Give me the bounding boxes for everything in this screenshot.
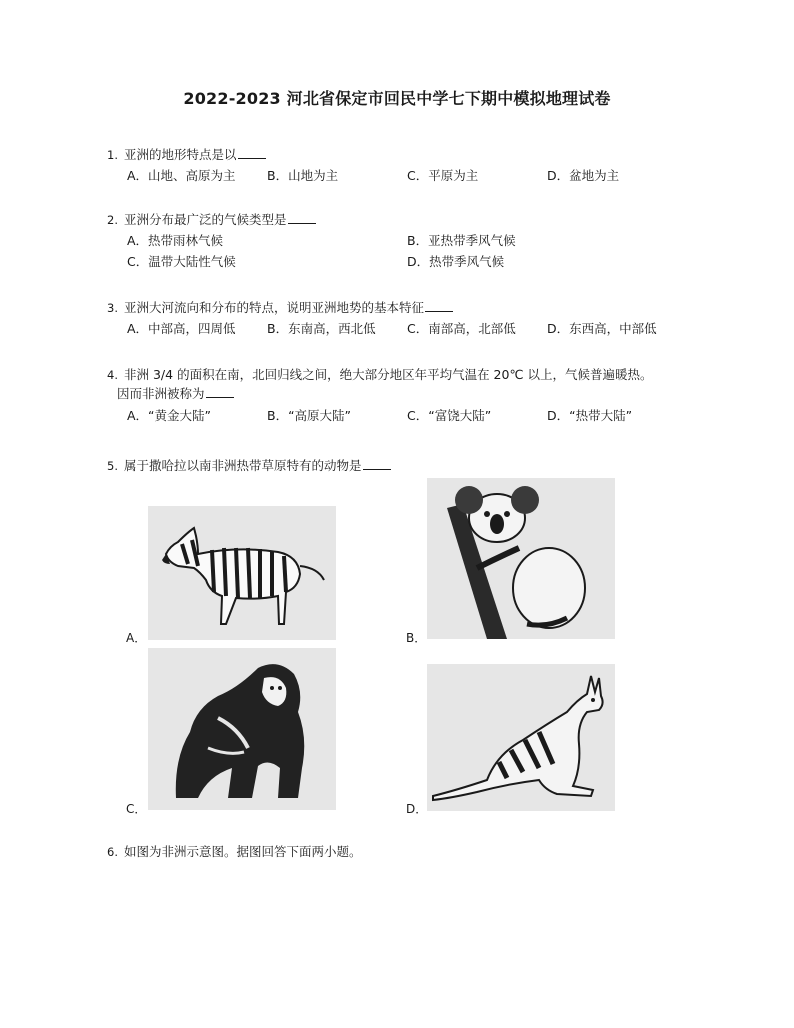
question-stem: 亚洲分布最广泛的气候类型是 [124, 212, 287, 227]
option-c: C．“富饶大陆” [407, 408, 492, 423]
answer-blank [425, 298, 453, 312]
question-stem-continued: 因而非洲被称为 [117, 386, 205, 401]
option-d: D．盆地为主 [547, 168, 620, 183]
question-stem: 如图为非洲示意图。据图回答下面两小题。 [124, 844, 362, 859]
koala-image [427, 478, 615, 639]
question-number: 1. [107, 148, 118, 162]
option-b: B．东南高，西北低 [267, 321, 376, 336]
question-4 [107, 366, 707, 424]
zebra-image [148, 506, 336, 640]
question-5 [107, 456, 707, 475]
option-d: D．热带季风气候 [407, 254, 505, 269]
option-b: B．“高原大陆” [267, 408, 352, 423]
question-2 [107, 210, 707, 271]
question-number: 3. [107, 301, 118, 315]
koala-illustration [427, 478, 615, 639]
question-number: 5. [107, 459, 118, 473]
question-stem: 属于撒哈拉以南非洲热带草原特有的动物是 [124, 458, 362, 473]
option-c: C．南部高，北部低 [407, 321, 516, 336]
option-a: A．山地、高原为主 [127, 168, 236, 183]
image-label-c: C． [126, 802, 147, 816]
option-a: A．中部高，四周低 [127, 321, 236, 336]
image-label-d: D． [406, 802, 428, 816]
zebra-illustration [148, 506, 336, 640]
page-title: 2022-2023 河北省保定市回民中学七下期中模拟地理试卷 [183, 89, 611, 108]
image-label-b: B． [406, 631, 427, 645]
option-a: A．热带雨林气候 [127, 233, 224, 248]
answer-blank [288, 210, 316, 224]
option-c: C．温带大陆性气候 [127, 254, 236, 269]
question-3 [107, 298, 707, 337]
question-number: 2. [107, 213, 118, 227]
question-number: 6. [107, 845, 118, 859]
kangaroo-image [427, 664, 615, 811]
question-stem: 亚洲大河流向和分布的特点，说明亚洲地势的基本特征 [124, 300, 425, 315]
option-b: B．山地为主 [267, 168, 339, 183]
question-stem: 亚洲的地形特点是以 [124, 147, 237, 162]
option-c: C．平原为主 [407, 168, 479, 183]
answer-blank [206, 384, 234, 398]
answer-blank [363, 456, 391, 470]
image-label-a: A． [126, 631, 147, 645]
question-1 [107, 145, 707, 184]
gorilla-illustration [148, 648, 336, 810]
question-number: 4. [107, 368, 118, 382]
option-d: D．“热带大陆” [547, 408, 633, 423]
question-6 [107, 843, 707, 861]
option-b: B．亚热带季风气候 [407, 233, 516, 248]
option-d: D．东西高，中部低 [547, 321, 657, 336]
kangaroo-illustration [427, 664, 615, 811]
gorilla-image [148, 648, 336, 810]
option-a: A．“黄金大陆” [127, 408, 212, 423]
question-stem: 非洲 3/4 的面积在南，北回归线之间，绝大部分地区年平均气温在 20℃ 以上，气候普遍暖热。 [124, 367, 653, 382]
answer-blank [238, 145, 266, 159]
